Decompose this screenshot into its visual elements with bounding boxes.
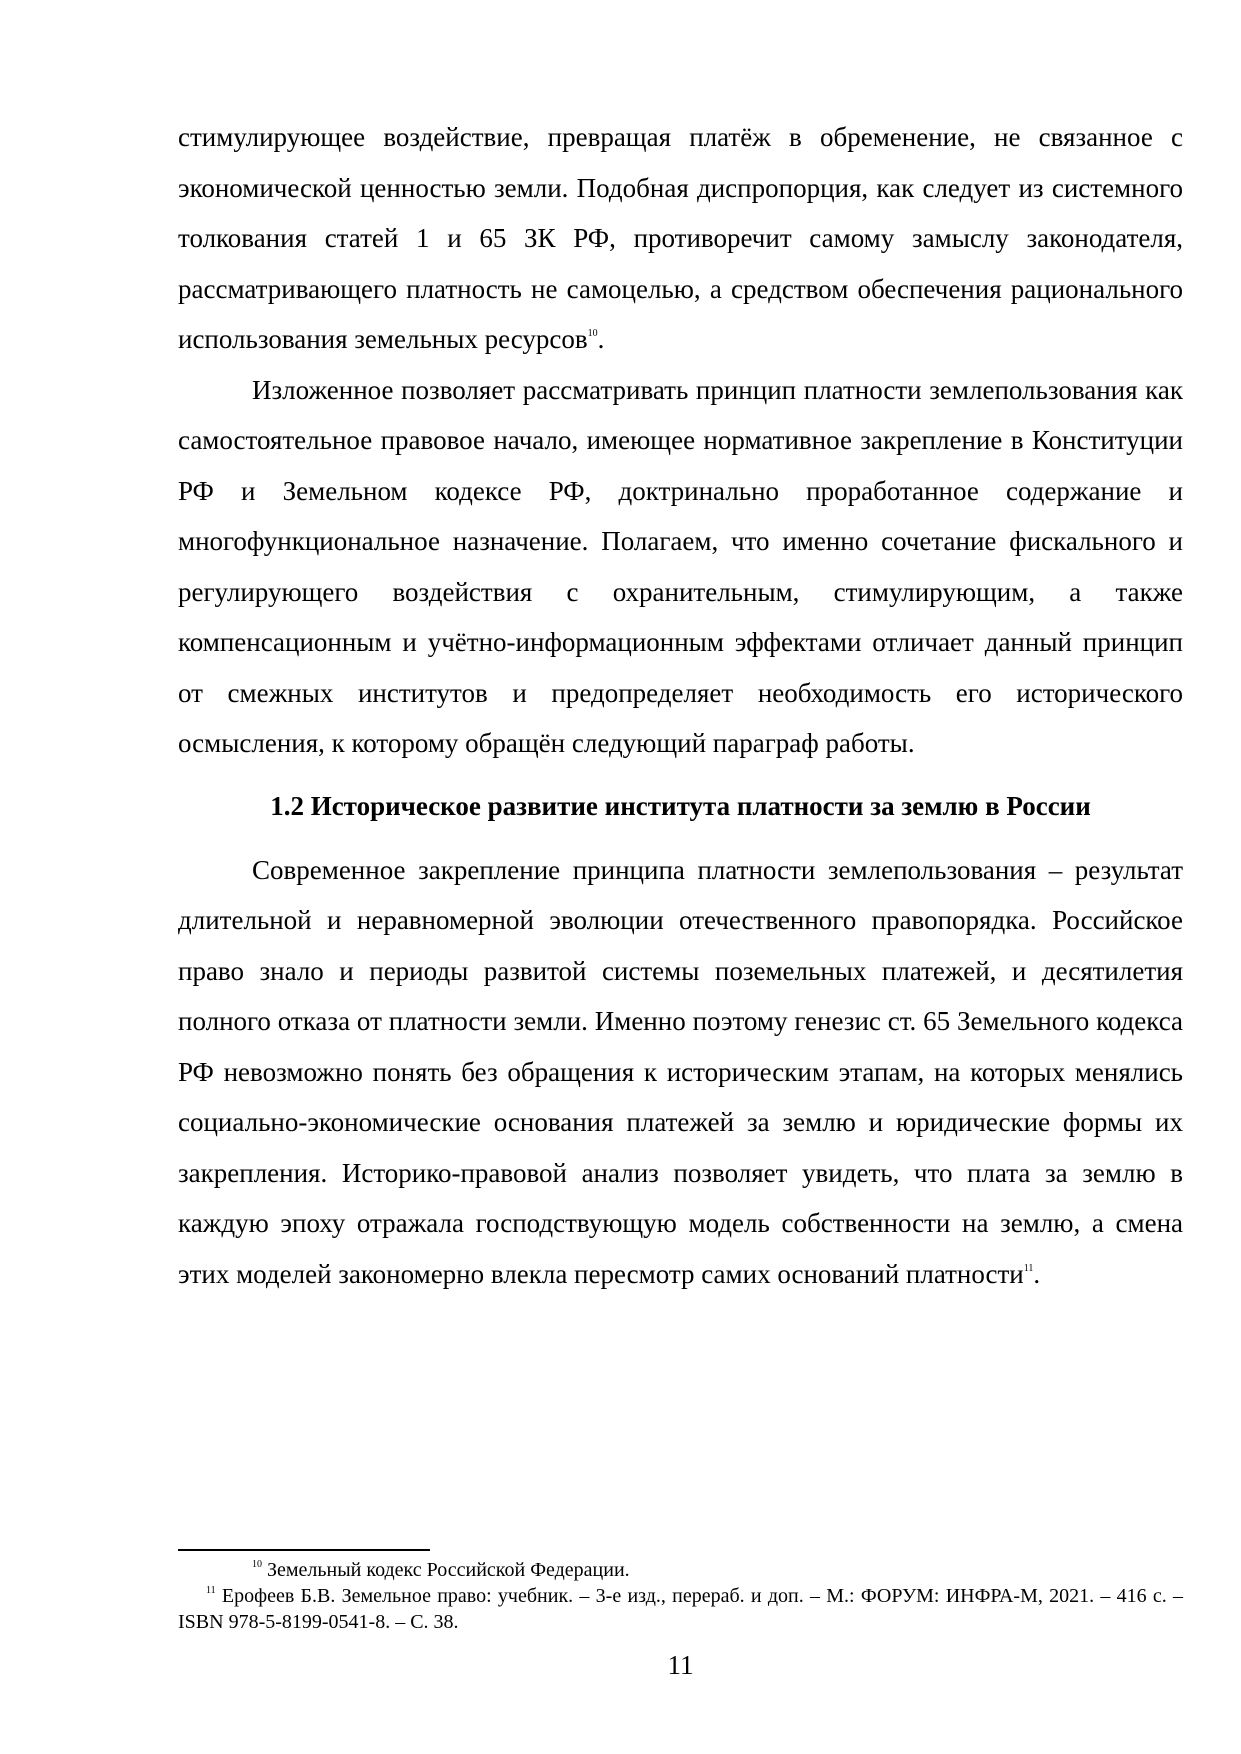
paragraph [178, 365, 1183, 769]
paragraph-text: стимулирующее воздействие, превращая платёж в обременение, не связанное с экономической ценностью земли. Подобная диспропорция, как следует из системного толкования статей 1 и 65 ЗК РФ, противоречит самому замыслу законодателя, рассматривающего платность не самоцелью, а средством обеспечения рационального использования земельных ресурсов [178, 122, 1183, 354]
section-heading: 1.2 Историческое развитие института платности за землю в России [270, 790, 1091, 821]
footnote [178, 1583, 1183, 1635]
footnote-text: Земельный кодекс Российской Федерации. [267, 1559, 630, 1581]
main-text [178, 112, 1183, 1299]
footnotes [178, 1557, 1183, 1635]
footnote-number: 10 [252, 1559, 262, 1570]
paragraph-end: . [597, 324, 605, 354]
footnote [178, 1557, 1183, 1583]
footnote-reference: 11 [1023, 1262, 1034, 1274]
paragraph-continued [178, 112, 1183, 365]
paragraph-end: . [1033, 1258, 1041, 1289]
footnote-separator [178, 1549, 430, 1551]
footnote-reference: 10 [587, 328, 598, 339]
footnote-text: Ерофеев Б.В. Земельное право: учебник. – 3-е изд., перераб. и доп. – М.: ФОРУМ: ИНФРА-М, 2021. – 416 с. – ISBN 978-5-8199-0541-8. – С. 38. [178, 1585, 1184, 1633]
paragraph-text: Изложенное позволяет рассматривать принцип платности землепользования как самостоятельное правовое начало, имеющее нормативное закрепление в Конституции РФ и Земельном кодексе РФ, доктринально проработанное содержание и многофункциональное назначение. Полагаем, что именно сочетание фискального и регулирующего воздействия с охранительным, стимулирующим, а также компенсационным и учётно-информационным эффектами отличает данный принцип от смежных институтов и предопределяет необходимость его исторического осмысления, к которому обращён следующий параграф работы. [178, 374, 1183, 758]
paragraph-text: Современное закрепление принципа платности землепользования – результат длительной и неравномерной эволюции отечественного правопорядка. Российское право знало и периоды развитой системы поземельных платежей, и десятилетия полного отказа от платности земли. Именно поэтому генезис ст. 65 Земельного кодекса РФ невозможно понять без обращения к историческим этапам, на которых менялись социально-экономические основания платежей за землю и юридические формы их закрепления. Историко-правовой анализ позволяет увидеть, что плата за землю в каждую эпоху отражала господствующую модель собственности на землю, а смена этих моделей закономерно влекла пересмотр самих оснований платности [178, 854, 1183, 1289]
paragraph [178, 845, 1183, 1300]
page-number: 11 [667, 1650, 694, 1680]
footnote-number: 11 [206, 1585, 216, 1596]
